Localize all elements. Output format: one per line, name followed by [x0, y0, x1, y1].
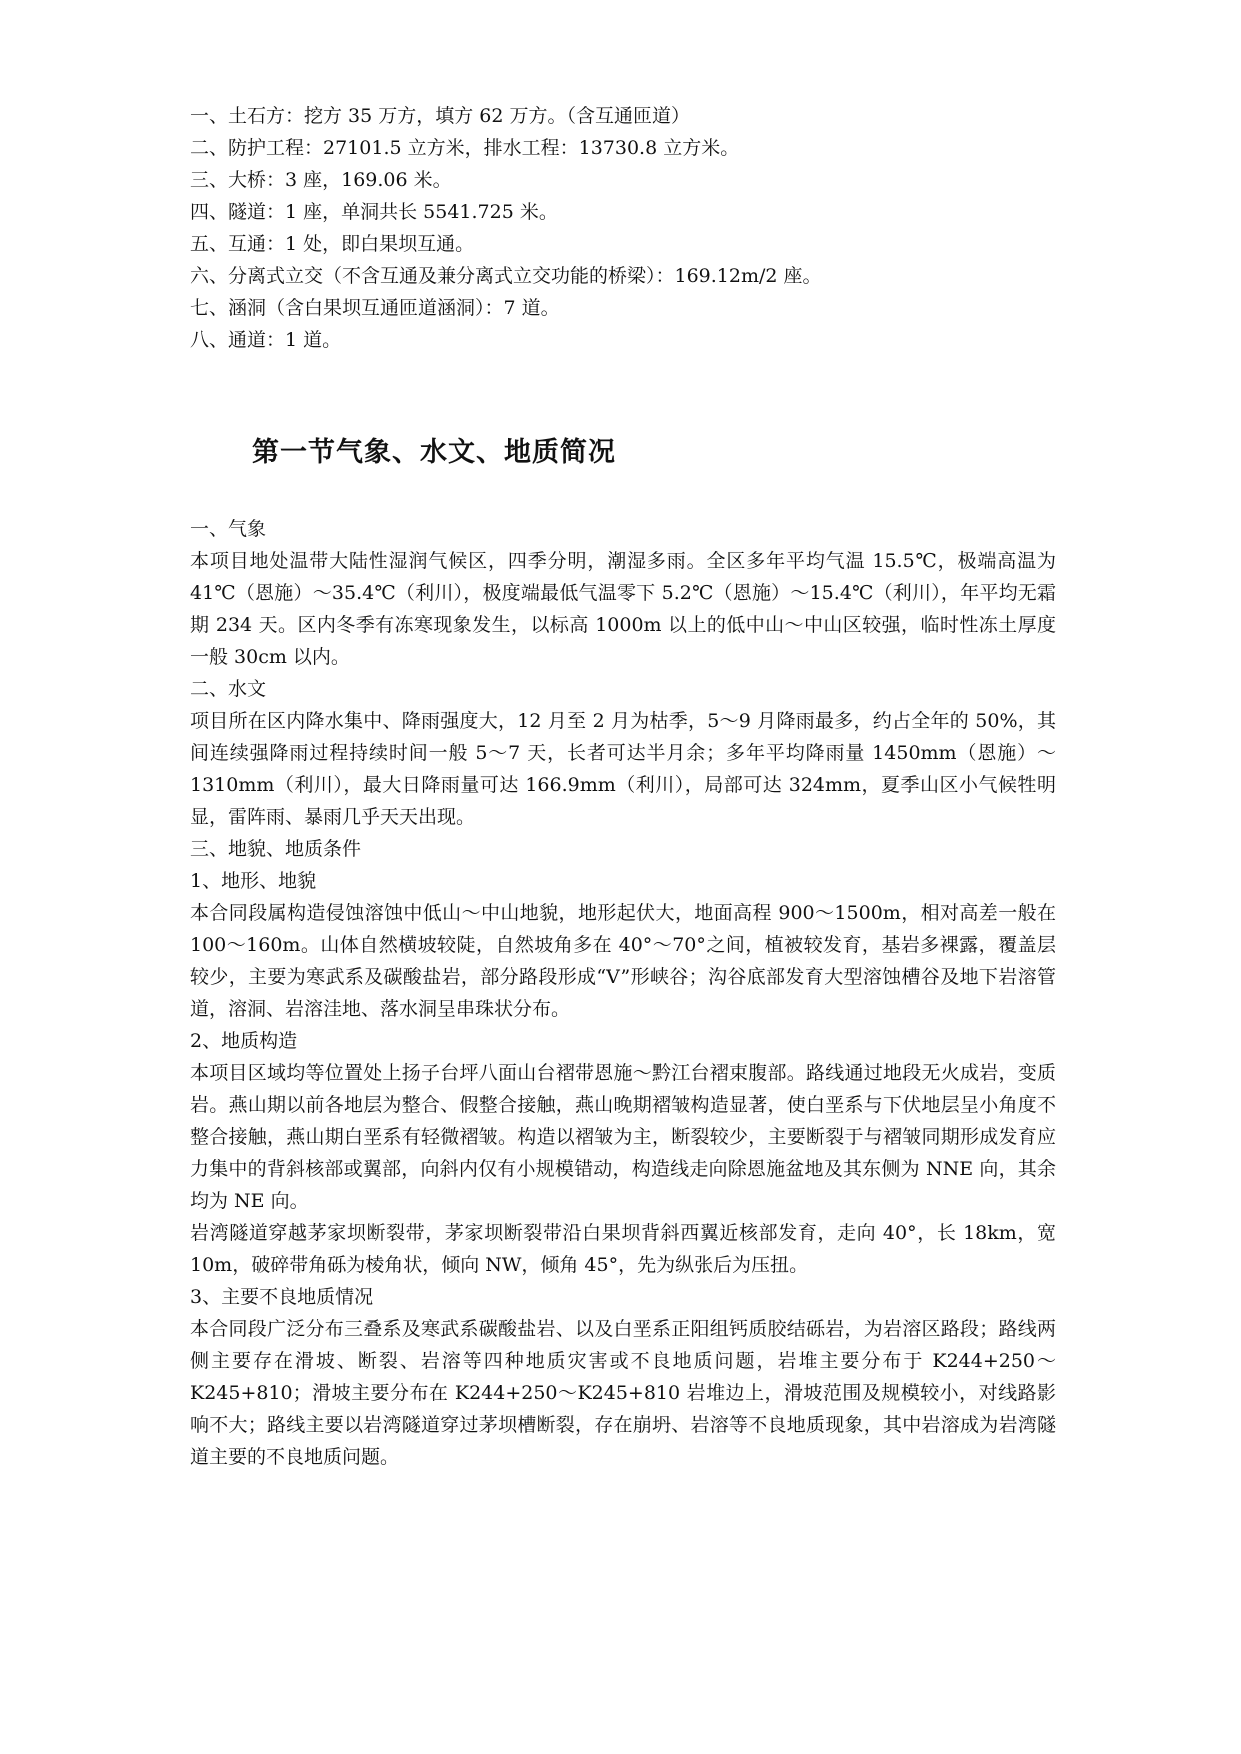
- geology-heading: 三、地貌、地质条件: [190, 838, 362, 860]
- fault-paragraph: 岩湾隧道穿越茅家坝断裂带，茅家坝断裂带沿白果坝背斜西翼近核部发育，走向 40°，长 18km，宽 10m，破碎带角砾为棱角状，倾向 NW，倾角 45°，先为纵张后为压扭。: [190, 1222, 1056, 1276]
- list-item-earthwork: 一、土石方：挖方 35 万方，填方 62 万方。（含互通匝道）: [190, 105, 691, 127]
- list-item-bridge: 三、大桥：3 座，169.06 米。: [190, 169, 452, 191]
- list-item-passage: 八、通道：1 道。: [190, 329, 342, 351]
- landform-paragraph: 本合同段属构造侵蚀溶蚀中低山～中山地貌，地形起伏大，地面高程 900～1500m，相对高差一般在 100～160m。山体自然横坡较陡，自然坡角多在 40°～70°之间，植被较发育，基岩多裸露，覆盖层较少，主要为寒武系及碳酸盐岩，部分路段形成“V”形峡谷；沟谷底部发育大型溶蚀槽谷及地下岩溶管道，溶洞、岩溶洼地、落水洞呈串珠状分布。: [190, 902, 1056, 1020]
- section-title: 第一节气象、水文、地质简况: [252, 437, 616, 468]
- list-item-tunnel: 四、隧道：1 座，单洞共长 5541.725 米。: [190, 201, 558, 223]
- engineering-quantity-list: [190, 100, 1090, 356]
- list-item-overpass: 六、分离式立交（不含互通及兼分离式立交功能的桥梁）：169.12m/2 座。: [190, 265, 822, 287]
- adverse-geology-heading: 3、主要不良地质情况: [190, 1286, 374, 1308]
- list-item-culvert: 七、涵洞（含白果坝互通匝道涵洞）：7 道。: [190, 297, 560, 319]
- structure-paragraph: 本项目区域均等位置处上扬子台坪八面山台褶带恩施～黔江台褶束腹部。路线通过地段无火成岩，变质岩。燕山期以前各地层为整合、假整合接触，燕山晚期褶皱构造显著，使白垩系与下伏地层呈小角度不整合接触，燕山期白垩系有轻微褶皱。构造以褶皱为主，断裂较少，主要断裂于与褶皱同期形成发育应力集中的背斜核部或翼部，向斜内仅有小规模错动，构造线走向除恩施盆地及其东侧为 NNE 向，其余均为 NE 向。: [190, 1062, 1056, 1212]
- section-body: [190, 513, 1056, 1473]
- meteorology-paragraph: 本项目地处温带大陆性湿润气候区，四季分明，潮湿多雨。全区多年平均气温 15.5℃，极端高温为 41℃（恩施）～35.4℃（利川），极度端最低气温零下 5.2℃（恩施）～15.4℃（利川），年平均无霜期 234 天。区内冬季有冻寒现象发生，以标高 1000m 以上的低中山～中山区较强，临时性冻土厚度一般 30cm 以内。: [190, 550, 1056, 668]
- list-item-interchange: 五、互通：1 处，即白果坝互通。: [190, 233, 475, 255]
- hydrology-paragraph: 项目所在区内降水集中、降雨强度大，12 月至 2 月为枯季，5～9 月降雨最多，约占全年的 50%，其间连续强降雨过程持续时间一般 5～7 天，长者可达半月余；多年平均降雨量 1450mm（恩施）～ 1310mm（利川），最大日降雨量可达 166.9mm（利川），局部可达 324mm，夏季山区小气候牲明显，雷阵雨、暴雨几乎天天出现。: [190, 710, 1056, 828]
- meteorology-heading: 一、气象: [190, 518, 267, 540]
- hydrology-heading: 二、水文: [190, 678, 267, 700]
- list-item-protection: 二、防护工程：27101.5 立方米，排水工程：13730.8 立方米。: [190, 137, 740, 159]
- landform-heading: 1、地形、地貌: [190, 870, 317, 892]
- structure-heading: 2、地质构造: [190, 1030, 298, 1052]
- adverse-geology-paragraph: 本合同段广泛分布三叠系及寒武系碳酸盐岩、以及白垩系正阳组钙质胶结砾岩，为岩溶区路段；路线两侧主要存在滑坡、断裂、岩溶等四种地质灾害或不良地质问题，岩堆主要分布于 K244+250～K245+810；滑坡主要分布在 K244+250～K245+810 岩堆边上，滑坡范围及规模较小，对线路影响不大；路线主要以岩湾隧道穿过茅坝槽断裂，存在崩坍、岩溶等不良地质现象，其中岩溶成为岩湾隧道主要的不良地质问题。: [190, 1318, 1056, 1468]
